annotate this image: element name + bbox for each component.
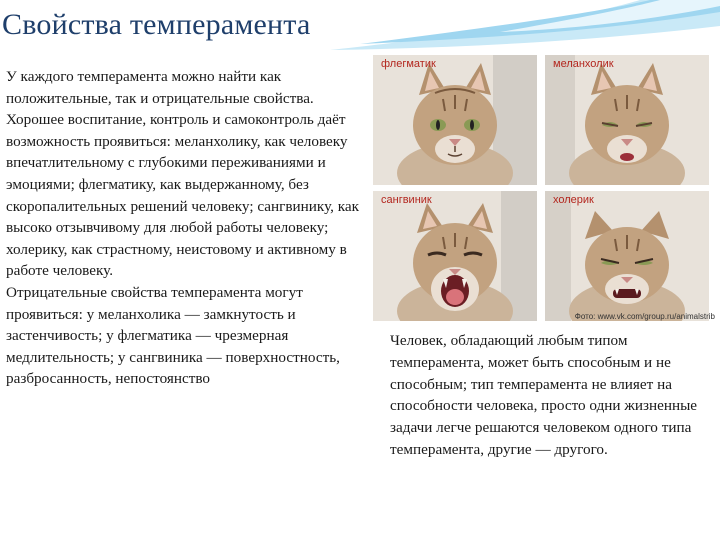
photo-sanguine	[373, 191, 537, 321]
cat-sad-image	[545, 55, 709, 185]
photo-caption: сангвиник	[381, 194, 432, 206]
slide-title: Свойства темперамента	[2, 8, 311, 41]
left-text-block	[6, 66, 374, 390]
cat-yawning-image	[373, 191, 537, 321]
photo-phlegmatic	[373, 55, 537, 185]
cat-calm-image	[373, 55, 537, 185]
photo-watermark: Фото: www.vk.com/group.ru/animalstrib	[574, 312, 715, 321]
cat-hissing-image	[545, 191, 709, 321]
photo-melancholic	[545, 55, 709, 185]
photo-caption: меланхолик	[553, 58, 614, 70]
photo-choleric	[545, 191, 709, 321]
photo-caption: холерик	[553, 194, 594, 206]
negative-properties-paragraph: Отрицательные свойства темперамента могут проявиться: у меланхолика — замкнутость и застенчивость; у флегматика — чрезмерная медлительность; у сангвиника — поверхностность, разбросанность, непостоянство	[6, 283, 340, 388]
temperament-photo-grid	[373, 55, 715, 325]
photo-caption: флегматик	[381, 58, 436, 70]
positive-properties-paragraph: У каждого темперамента можно найти как положительные, так и отрицательные свойства. Хорошее воспитание, контроль и самоконтроль даёт возможность проявиться: меланхолику, как человеку впечатлительному с глубокими переживаниями и эмоциями; флегматику, как выдержанному, без скоропалительных решений человеку; сангвинику, как высоко отзывчивому для любой работы человеку; холерику, как страстному, неистовому и активному в работе человеку.	[6, 68, 360, 280]
ability-paragraph: Человек, обладающий любым типом темперамента, может быть способным и не способным; тип темперамента не влияет на способности человека, просто одни жизненные задачи легче решаются человеком одного типа темперамента, другие — другого.	[390, 332, 698, 458]
